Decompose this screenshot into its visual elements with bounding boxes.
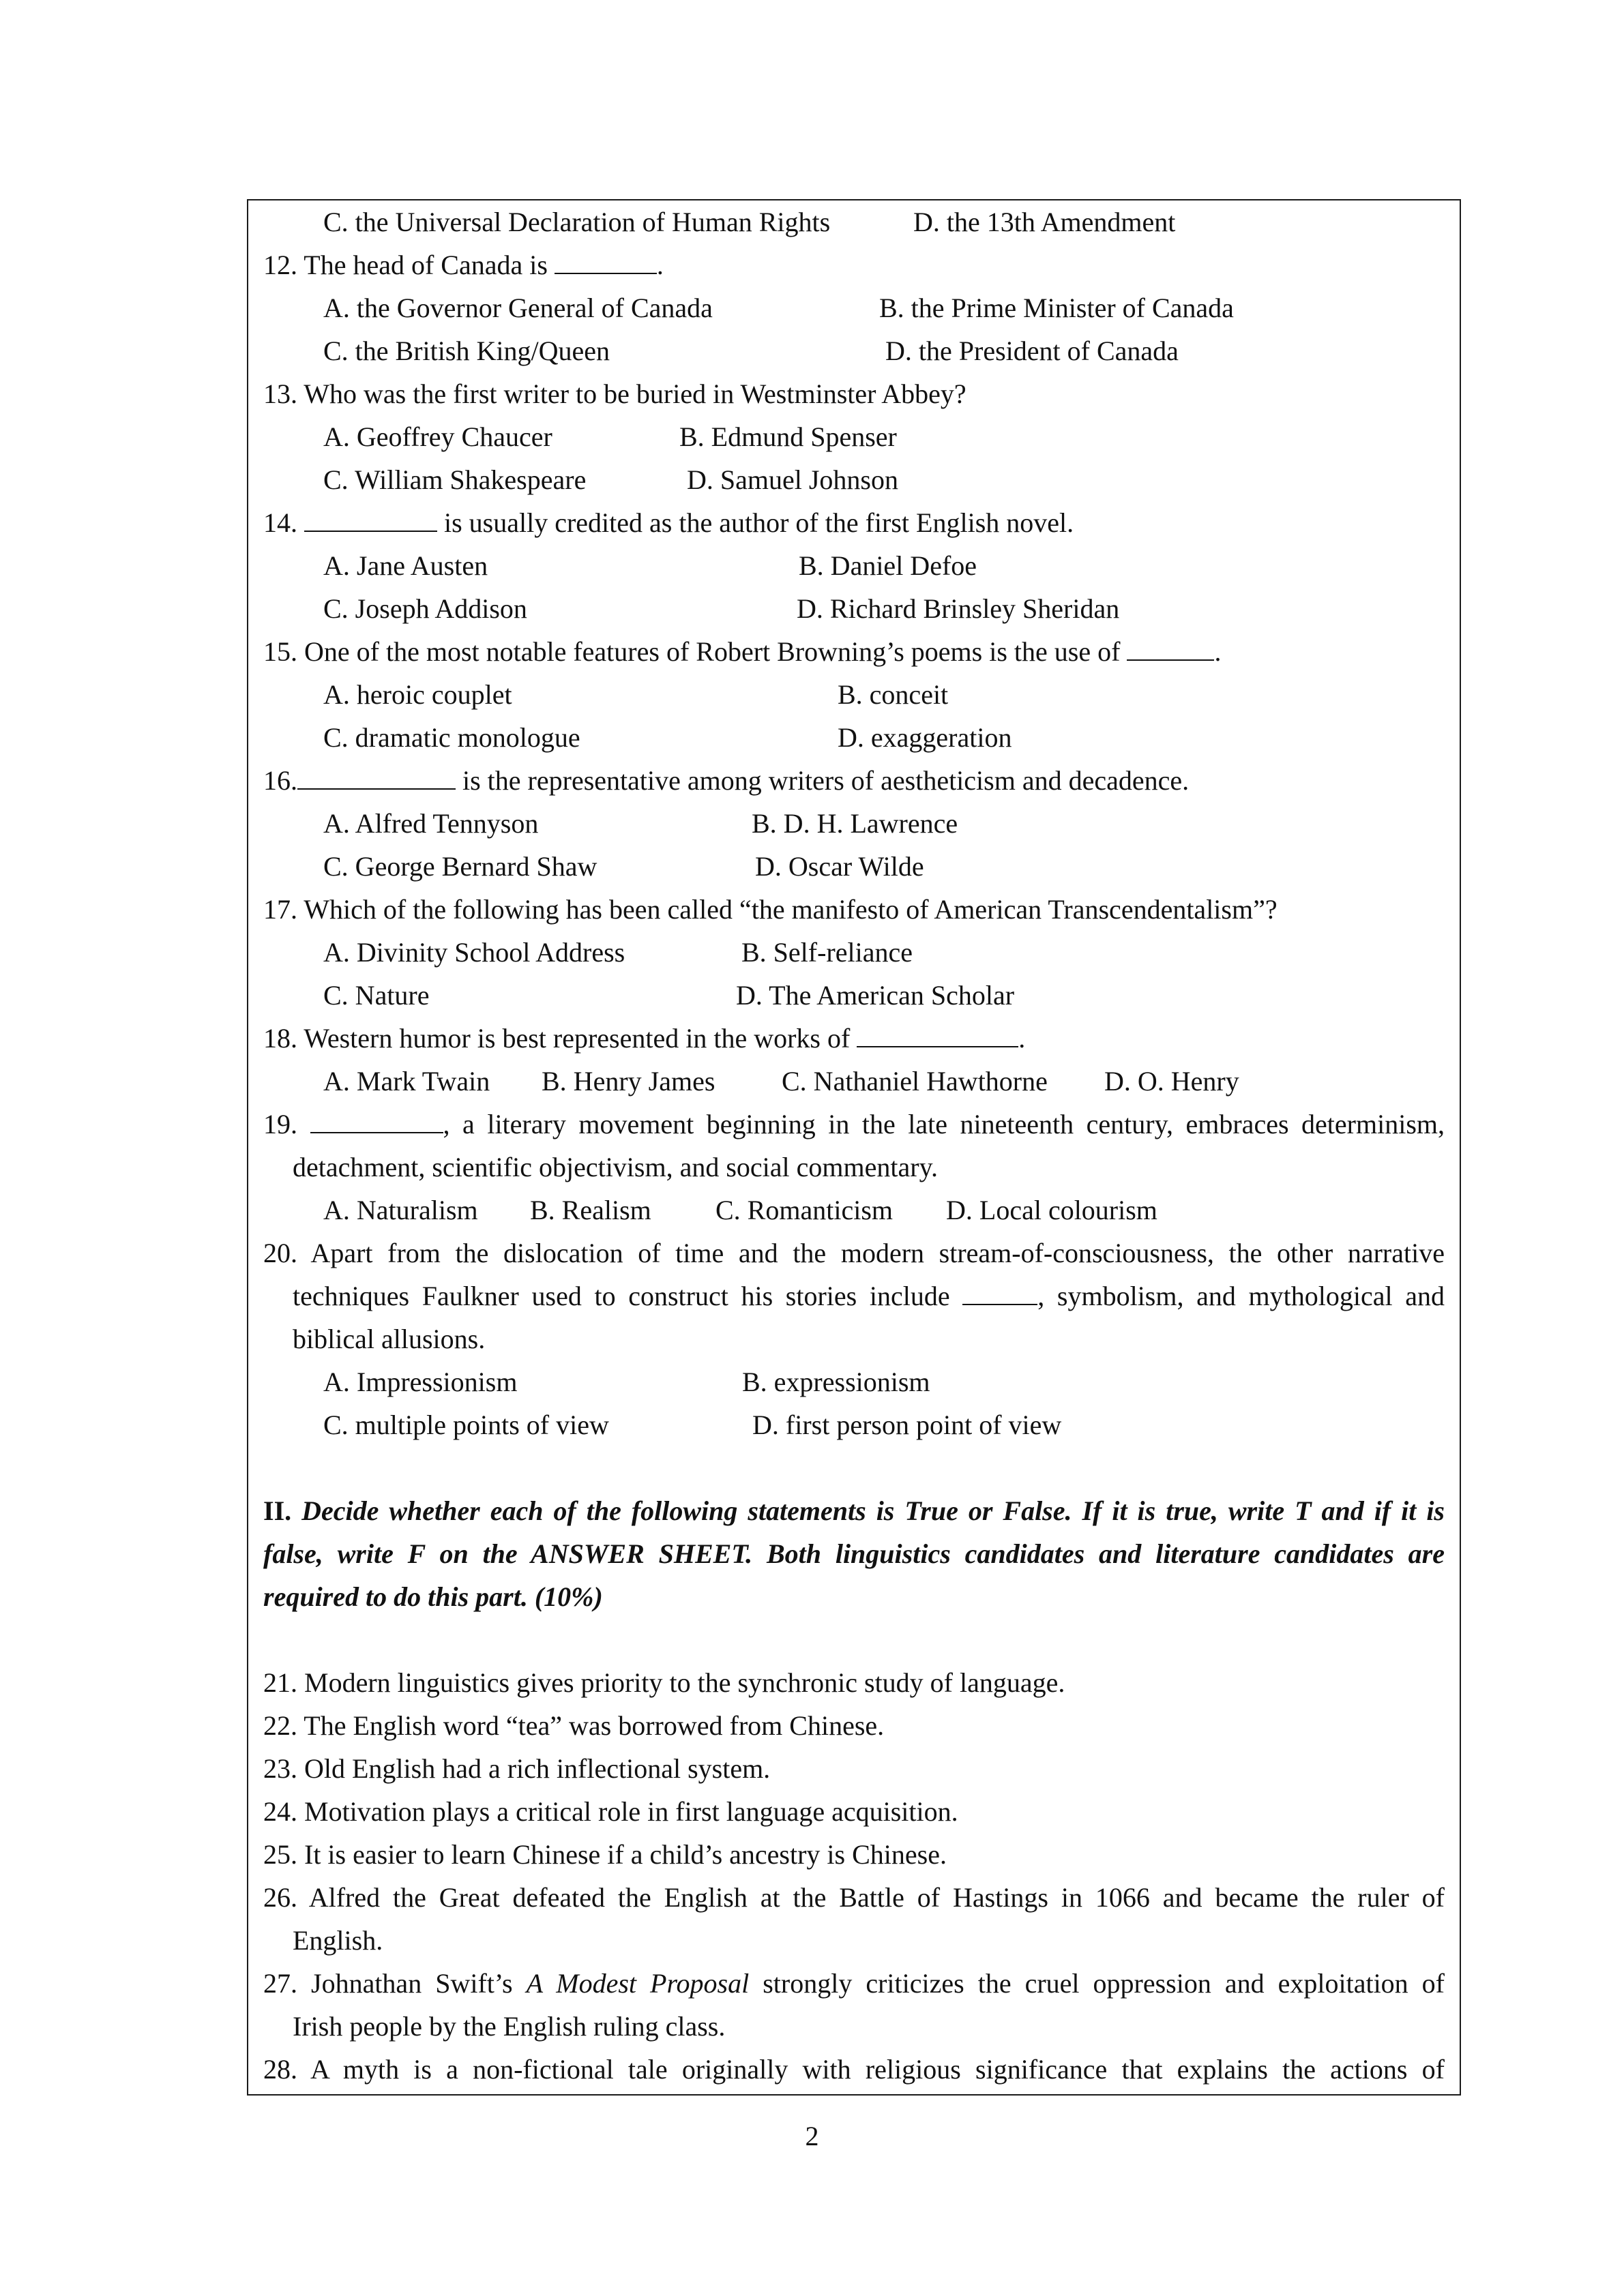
exam-frame <box>247 199 1461 2096</box>
option-b: B. Henry James <box>542 1066 715 1097</box>
answer-blank <box>962 1283 1037 1305</box>
question-18 <box>263 1017 1445 1060</box>
q14-options-ab <box>263 544 1445 587</box>
statement-28 <box>263 2048 1445 2091</box>
option-b: B. Edmund Spenser <box>679 421 897 452</box>
question-20 <box>263 1232 1445 1274</box>
section-ii-instructions <box>263 1489 1445 1532</box>
option-c: C. multiple points of view <box>323 1410 609 1440</box>
answer-blank <box>1127 639 1214 661</box>
option-d: D. The American Scholar <box>736 980 1015 1011</box>
option-b: B. Self-reliance <box>741 937 913 968</box>
statement-text-end: strongly criticizes the cruel oppression and exploitation of <box>749 1968 1445 1999</box>
option-b: B. D. H. Lawrence <box>752 808 958 839</box>
option-d: D. the President of Canada <box>885 336 1179 366</box>
option-a: A. Geoffrey Chaucer <box>323 421 552 452</box>
question-12 <box>263 243 1445 286</box>
q18-options <box>263 1060 1445 1103</box>
question-text: 12. The head of Canada is <box>263 250 555 280</box>
statement-text: 22. The English word “tea” was borrowed from Chinese. <box>263 1710 885 1741</box>
option-d: D. first person point of view <box>752 1410 1062 1440</box>
option-c: C. Nathaniel Hawthorne <box>782 1066 1048 1097</box>
option-c: C. dramatic monologue <box>323 722 580 753</box>
question-text: 15. One of the most notable features of Robert Browning’s poems is the use of <box>263 636 1127 667</box>
q20-options-ab <box>263 1360 1445 1403</box>
section-ii-instructions-cont <box>263 1532 1445 1575</box>
statement-27 <box>263 1962 1445 2005</box>
statement-27-cont <box>263 2005 1445 2048</box>
question-text: 13. Who was the first writer to be buried in Westminster Abbey? <box>263 378 966 409</box>
option-c: C. Joseph Addison <box>323 593 527 624</box>
statement-text: 26. Alfred the Great defeated the English at the Battle of Hastings in 1066 and became the ruler of <box>263 1882 1445 1913</box>
statement-25 <box>263 1833 1445 1876</box>
question-19 <box>263 1103 1445 1146</box>
question-20-cont2 <box>263 1317 1445 1360</box>
statement-22 <box>263 1704 1445 1747</box>
statement-text: 25. It is easier to learn Chinese if a child’s ancestry is Chinese. <box>263 1839 947 1870</box>
question-text: 17. Which of the following has been called “the manifesto of American Transcendentalism”? <box>263 894 1278 925</box>
statement-text: 27. Johnathan Swift’s <box>263 1968 527 1999</box>
statement-text: Irish people by the English ruling class. <box>293 2011 726 2042</box>
option-c: C. Romanticism <box>715 1195 893 1225</box>
option-d: D. Oscar Wilde <box>755 851 924 882</box>
q12-options-cd <box>263 329 1445 372</box>
answer-blank <box>555 252 657 274</box>
answer-blank <box>857 1026 1018 1047</box>
option-a: A. Jane Austen <box>323 550 488 581</box>
option-c: C. George Bernard Shaw <box>323 851 597 882</box>
question-text: techniques Faulkner used to construct his stories include <box>293 1281 963 1311</box>
question-text-end: . <box>656 250 664 280</box>
section-ii-instructions-cont2 <box>263 1575 1445 1618</box>
instruction-text: required to do this part. (10%) <box>263 1581 603 1612</box>
work-title: A Modest Proposal <box>526 1968 750 1999</box>
option-d: D. Richard Brinsley Sheridan <box>797 593 1120 624</box>
question-text: 16. <box>263 765 297 796</box>
statement-24 <box>263 1790 1445 1833</box>
option-a: A. Impressionism <box>323 1367 518 1397</box>
question-text-end: . <box>1214 636 1222 667</box>
q12-options-ab <box>263 286 1445 329</box>
option-d: D. the 13th Amendment <box>913 207 1176 237</box>
option-c: C. Nature <box>323 980 430 1011</box>
option-d: D. Local colourism <box>946 1195 1157 1225</box>
answer-blank <box>304 510 437 532</box>
question-text-end: , a literary movement beginning in the late nineteenth century, embraces determinism, <box>443 1109 1445 1139</box>
question-16 <box>263 759 1445 802</box>
question-20-cont <box>263 1274 1445 1317</box>
q11-options-cd <box>263 200 1445 243</box>
question-text-end: . <box>1018 1023 1026 1054</box>
question-19-cont <box>263 1146 1445 1189</box>
option-b: B. conceit <box>838 679 949 710</box>
question-17 <box>263 888 1445 931</box>
section-number: II. <box>263 1495 292 1526</box>
spacer <box>263 1618 1445 1661</box>
question-text: 20. Apart from the dislocation of time and the modern stream-of-consciousness, the other narrative <box>263 1238 1445 1268</box>
option-b: B. expressionism <box>742 1367 930 1397</box>
answer-blank <box>310 1112 443 1133</box>
option-c: C. the Universal Declaration of Human Rights <box>323 207 831 237</box>
statement-text: 24. Motivation plays a critical role in first language acquisition. <box>263 1796 958 1827</box>
option-a: A. Naturalism <box>323 1195 478 1225</box>
option-a: A. the Governor General of Canada <box>323 293 713 323</box>
question-text-end: is the representative among writers of aestheticism and decadence. <box>456 765 1190 796</box>
option-a: A. Alfred Tennyson <box>323 808 539 839</box>
statement-21 <box>263 1661 1445 1704</box>
q16-options-cd <box>263 845 1445 888</box>
statement-text: 28. A myth is a non-fictional tale originally with religious significance that explains the actions of <box>263 2054 1445 2085</box>
q19-options <box>263 1189 1445 1232</box>
instruction-text: Decide whether each of the following statements is True or False. If it is true, write T and if it is <box>291 1495 1445 1526</box>
instruction-text: false, write F on the ANSWER SHEET. Both linguistics candidates and literature candidates are <box>263 1538 1445 1569</box>
statement-text: 21. Modern linguistics gives priority to the synchronic study of language. <box>263 1667 1065 1698</box>
q15-options-ab <box>263 673 1445 716</box>
option-c: C. the British King/Queen <box>323 336 610 366</box>
question-14 <box>263 501 1445 544</box>
statement-text: English. <box>293 1925 383 1956</box>
question-text: 19. <box>263 1109 310 1139</box>
spacer <box>263 1446 1445 1489</box>
answer-blank <box>297 768 456 790</box>
question-text-end: , symbolism, and mythological and <box>1037 1281 1445 1311</box>
option-b: B. the Prime Minister of Canada <box>879 293 1234 323</box>
q14-options-cd <box>263 587 1445 630</box>
statement-23 <box>263 1747 1445 1790</box>
question-text: biblical allusions. <box>293 1324 486 1354</box>
option-b: B. Daniel Defoe <box>799 550 977 581</box>
option-a: A. Mark Twain <box>323 1066 490 1097</box>
option-d: D. Samuel Johnson <box>687 464 898 495</box>
statement-26-cont <box>263 1919 1445 1962</box>
question-13 <box>263 372 1445 415</box>
statement-26 <box>263 1876 1445 1919</box>
exam-content <box>248 200 1460 2091</box>
option-a: A. heroic couplet <box>323 679 512 710</box>
statement-text: 23. Old English had a rich inflectional system. <box>263 1753 771 1784</box>
q17-options-cd <box>263 974 1445 1017</box>
question-text: detachment, scientific objectivism, and social commentary. <box>293 1152 938 1182</box>
page-number: 2 <box>805 2121 819 2151</box>
q13-options-ab <box>263 415 1445 458</box>
option-a: A. Divinity School Address <box>323 937 625 968</box>
q17-options-ab <box>263 931 1445 974</box>
option-d: D. O. Henry <box>1104 1066 1239 1097</box>
option-d: D. exaggeration <box>838 722 1012 753</box>
option-b: B. Realism <box>530 1195 651 1225</box>
question-text: 18. Western humor is best represented in the works of <box>263 1023 857 1054</box>
q13-options-cd <box>263 458 1445 501</box>
q20-options-cd <box>263 1403 1445 1446</box>
q16-options-ab <box>263 802 1445 845</box>
q15-options-cd <box>263 716 1445 759</box>
question-text-end: is usually credited as the author of the first English novel. <box>437 507 1074 538</box>
question-15 <box>263 630 1445 673</box>
question-text: 14. <box>263 507 304 538</box>
option-c: C. William Shakespeare <box>323 464 587 495</box>
